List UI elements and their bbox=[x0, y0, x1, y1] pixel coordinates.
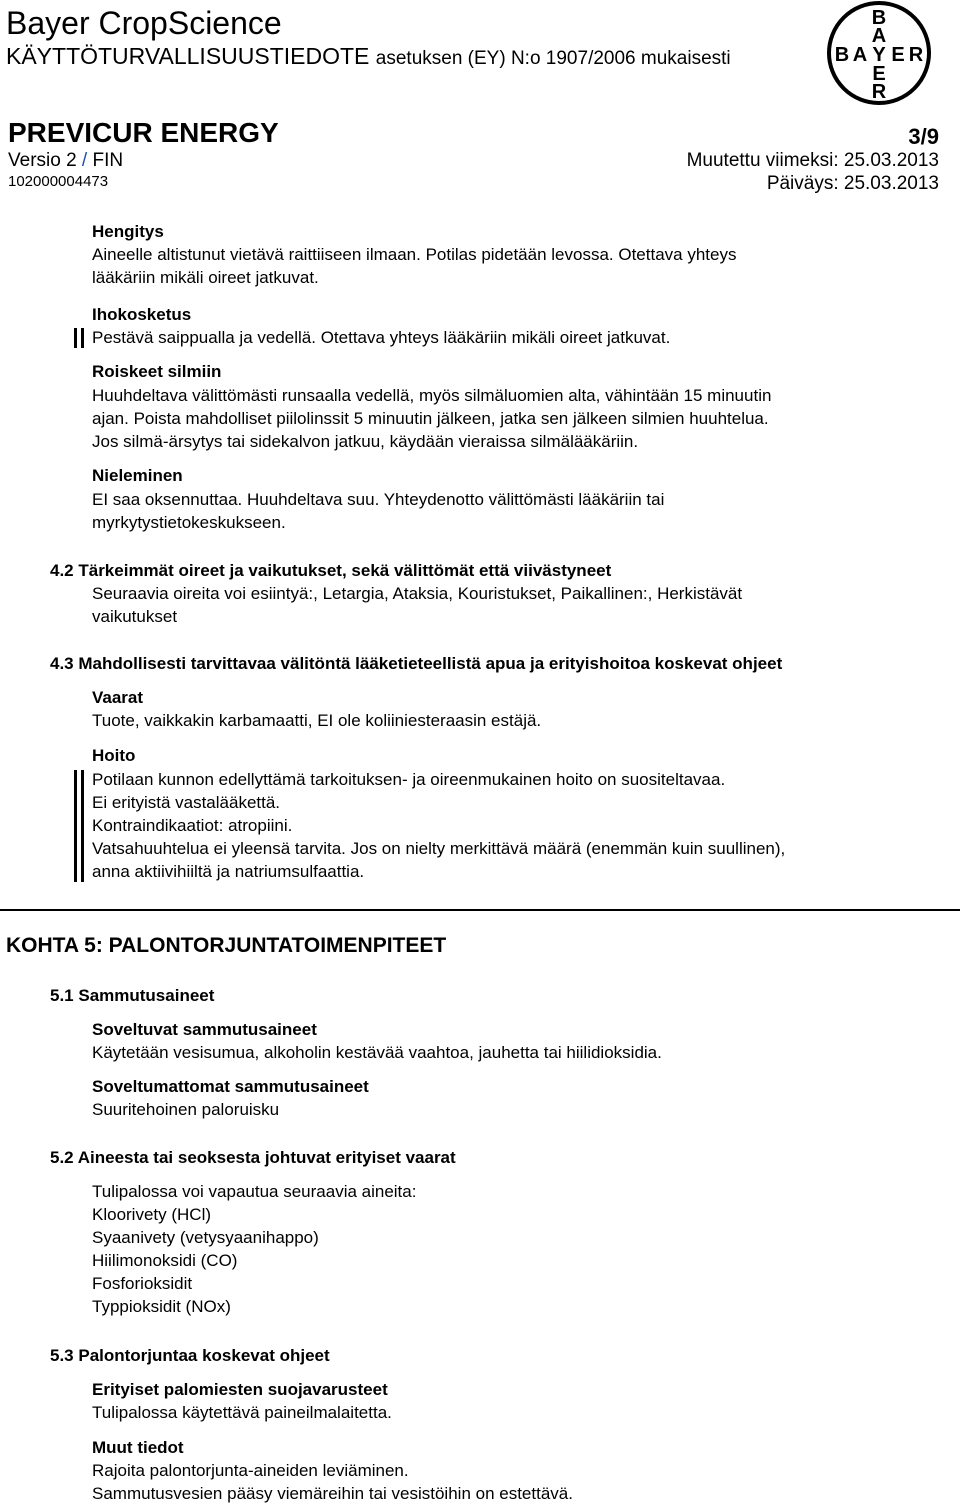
revision-bar bbox=[81, 770, 84, 882]
section-5-2-text-4: Hiilimonoksidi (CO) bbox=[92, 1251, 238, 1270]
svg-text:A: A bbox=[871, 25, 887, 47]
document-title-regulation: asetuksen (EY) N:o 1907/2006 mukaisesti bbox=[375, 48, 731, 69]
silmat-text-1: Huuhdeltava välittömästi runsaalla vedellä, myös silmäluomien alta, vähintään 15 minuutin bbox=[92, 386, 772, 405]
company-name: Bayer CropScience bbox=[6, 5, 282, 41]
version-separator: / bbox=[76, 150, 93, 171]
soveltuvat-heading: Soveltuvat sammutusaineet bbox=[92, 1020, 317, 1039]
section-5-2-text-6: Typpioksidit (NOx) bbox=[92, 1297, 231, 1316]
section-4-3-heading: 4.3 Mahdollisesti tarvittavaa välitöntä lääketieteellistä apua ja erityishoitoa koskevat ohjeet bbox=[50, 654, 783, 673]
muut-tiedot-heading: Muut tiedot bbox=[92, 1438, 184, 1457]
svg-text:E: E bbox=[872, 63, 886, 85]
svg-text:E: E bbox=[891, 44, 905, 66]
section-5-2-text-1: Tulipalossa voi vapautua seuraavia aineita: bbox=[92, 1182, 417, 1201]
vaarat-heading: Vaarat bbox=[92, 688, 144, 707]
vaarat-text: Tuote, vaikkakin karbamaatti, EI ole koliiniesteraasin estäjä. bbox=[92, 711, 542, 730]
erityiset-text: Tulipalossa käytettävä paineilmalaitetta. bbox=[92, 1403, 392, 1422]
muut-tiedot-text-2: Sammutusvesien pääsy viemäreihin tai vesistöihin on estettävä. bbox=[92, 1484, 573, 1503]
document-title-main: KÄYTTÖTURVALLISUUSTIEDOTE bbox=[6, 43, 370, 69]
muut-tiedot-text-1: Rajoita palontorjunta-aineiden leviäminen. bbox=[92, 1461, 409, 1480]
version-label: Versio 2 bbox=[8, 150, 77, 171]
hoito-text-1: Potilaan kunnon edellyttämä tarkoituksen- ja oireenmukainen hoito on suositeltavaa. bbox=[92, 770, 726, 789]
silmat-text-2: ajan. Poista mahdolliset piilolinssit 5 minuutin jälkeen, jatka sen jälkeen silmien huuhtelua. bbox=[92, 409, 769, 428]
revision-bar bbox=[81, 328, 84, 348]
section-5-title: KOHTA 5: PALONTORJUNTATOIMENPITEET bbox=[6, 934, 447, 957]
version-language: FIN bbox=[92, 150, 124, 171]
hengitys-heading: Hengitys bbox=[92, 222, 164, 241]
ihokosketus-heading: Ihokosketus bbox=[92, 305, 192, 324]
section-4-2-text-2: vaikutukset bbox=[92, 607, 178, 626]
section-divider bbox=[0, 909, 960, 911]
nieleminen-text-2: myrkytystietokeskukseen. bbox=[92, 513, 286, 532]
hengitys-text-1: Aineelle altistunut vietävä raittiiseen ilmaan. Potilas pidetään levossa. Otettava yhteys bbox=[92, 245, 737, 264]
hoito-text-2: Ei erityistä vastalääkettä. bbox=[92, 793, 281, 812]
section-5-2-text-2: Kloorivety (HCl) bbox=[92, 1205, 212, 1224]
svg-text:Y: Y bbox=[872, 44, 886, 66]
section-4-2-text-1: Seuraavia oireita voi esiintyä:, Letargia, Ataksia, Kouristukset, Paikallinen:, Herkistävät bbox=[92, 584, 743, 603]
nieleminen-text-1: EI saa oksennuttaa. Huuhdeltava suu. Yhteydenotto välittömästi lääkäriin tai bbox=[92, 490, 665, 509]
revision-bar bbox=[74, 770, 77, 882]
section-5-2-text-5: Fosforioksidit bbox=[92, 1274, 193, 1293]
nieleminen-heading: Nieleminen bbox=[92, 466, 183, 485]
modified-date: Muutettu viimeksi: 25.03.2013 bbox=[686, 150, 939, 171]
issue-date: Päiväys: 25.03.2013 bbox=[766, 173, 939, 194]
bayer-cross-logo bbox=[801, 0, 957, 106]
document-title bbox=[6, 42, 731, 73]
soveltuvat-text: Käytetään vesisumua, alkoholin kestävää vaahtoa, jauhetta tai hiilidioksidia. bbox=[92, 1043, 662, 1062]
svg-text:R: R bbox=[908, 44, 924, 66]
section-4-2-heading: 4.2 Tärkeimmät oireet ja vaikutukset, sekä välittömät että viivästyneet bbox=[50, 561, 612, 580]
erityiset-heading: Erityiset palomiesten suojavarusteet bbox=[92, 1380, 388, 1399]
section-5-2-text-3: Syaanivety (vetysyaanihappo) bbox=[92, 1228, 319, 1247]
hoito-text-3: Kontraindikaatiot: atropiini. bbox=[92, 816, 293, 835]
svg-text:B: B bbox=[834, 44, 850, 66]
soveltumattomat-heading: Soveltumattomat sammutusaineet bbox=[92, 1077, 369, 1096]
hoito-text-4: Vatsahuuhtelua ei yleensä tarvita. Jos on nielty merkittävä määrä (enemmän kuin suullinen), bbox=[92, 839, 786, 858]
svg-text:B: B bbox=[871, 7, 887, 29]
hoito-text-5: anna aktiivihiiltä ja natriumsulfaattia. bbox=[92, 862, 365, 881]
document-code: 102000004473 bbox=[8, 173, 109, 190]
revision-bar bbox=[74, 328, 77, 348]
version-info bbox=[8, 150, 123, 172]
svg-text:R: R bbox=[871, 81, 887, 103]
product-name: PREVICUR ENERGY bbox=[8, 117, 279, 148]
silmat-text-3: Jos silmä-ärsytys tai sidekalvon jatkuu, käydään vieraissa silmälääkäriin. bbox=[92, 432, 639, 451]
page-number: 3/9 bbox=[908, 124, 939, 149]
section-5-1-heading: 5.1 Sammutusaineet bbox=[50, 986, 215, 1005]
hoito-heading: Hoito bbox=[92, 746, 136, 765]
section-5-3-heading: 5.3 Palontorjuntaa koskevat ohjeet bbox=[50, 1346, 330, 1365]
hengitys-text-2: lääkäriin mikäli oireet jatkuvat. bbox=[92, 268, 319, 287]
silmat-heading: Roiskeet silmiin bbox=[92, 362, 222, 381]
ihokosketus-text: Pestävä saippualla ja vedellä. Otettava yhteys lääkäriin mikäli oireet jatkuvat. bbox=[92, 328, 671, 347]
section-5-2-heading: 5.2 Aineesta tai seoksesta johtuvat erityiset vaarat bbox=[50, 1148, 456, 1167]
svg-text:A: A bbox=[852, 44, 868, 66]
soveltumattomat-text: Suuritehoinen paloruisku bbox=[92, 1100, 280, 1119]
